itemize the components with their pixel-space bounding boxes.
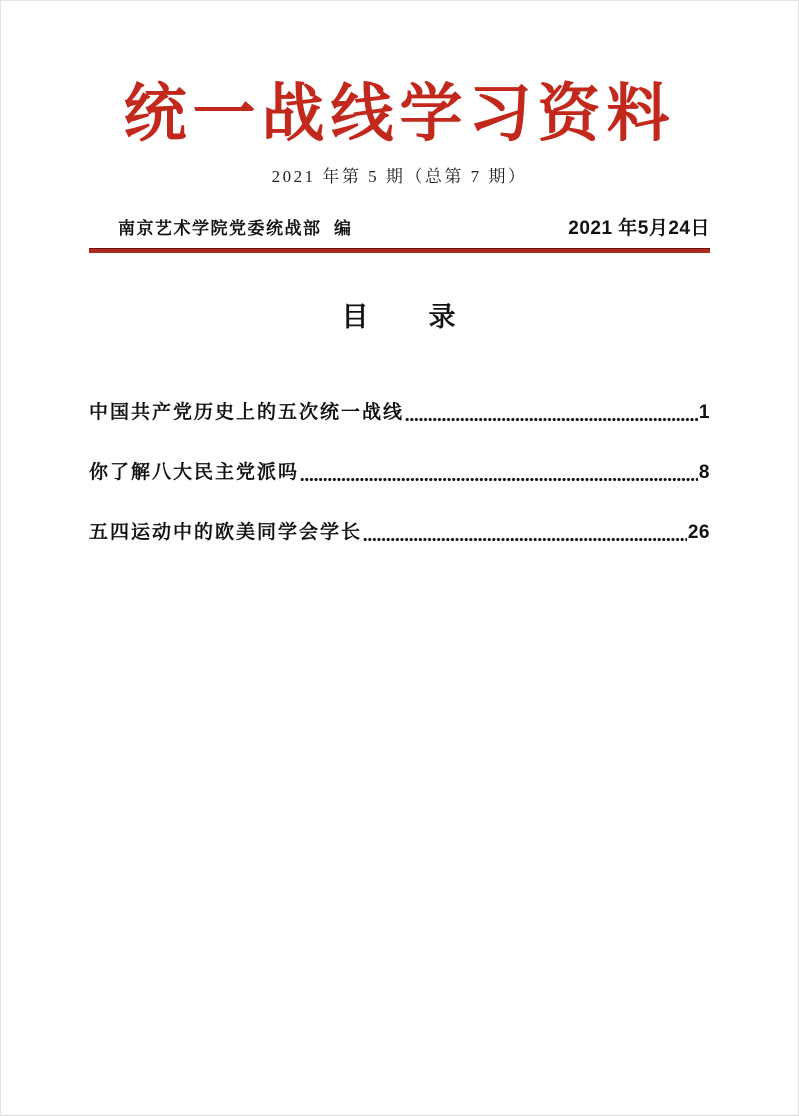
red-divider-rule — [89, 248, 710, 253]
toc-heading: 目 录 — [341, 302, 458, 333]
publication-date: 2021 年5月24日 — [568, 218, 710, 240]
toc-entry-page: 1 — [698, 402, 710, 424]
toc-entry — [89, 458, 710, 485]
toc-entry — [89, 398, 710, 425]
masthead-byline-row — [89, 213, 710, 240]
toc-list — [89, 398, 710, 545]
toc-entry-title: 五四运动中的欧美同学会学长 — [89, 522, 363, 544]
publication-title: 统一战线学习资料 — [123, 76, 676, 150]
issue-line: 2021 年第 5 期（总第 7 期） — [271, 167, 528, 187]
toc-entry-title: 中国共产党历史上的五次统一战线 — [89, 402, 405, 424]
toc-entry-page: 8 — [698, 462, 710, 484]
toc-entry-title: 你了解八大民主党派吗 — [89, 462, 300, 484]
toc-entry-page: 26 — [687, 522, 710, 544]
editor-credit: 南京艺术学院党委统战部 编 — [118, 219, 353, 239]
dot-leader — [363, 537, 687, 542]
dot-leader — [300, 477, 698, 482]
dot-leader — [405, 417, 698, 422]
toc-entry — [89, 518, 710, 545]
